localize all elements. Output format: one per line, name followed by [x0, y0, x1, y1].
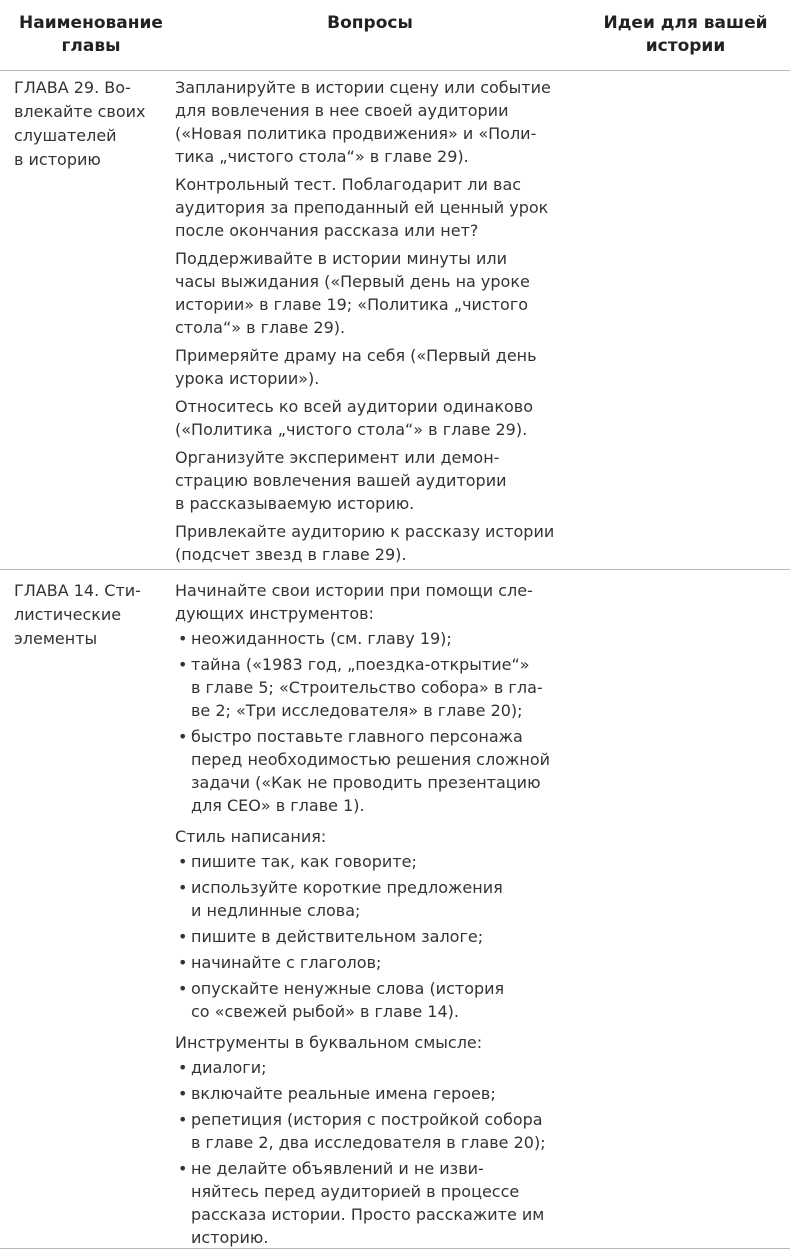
list-item	[175, 725, 570, 817]
question-group	[175, 1031, 570, 1249]
list-item-text: начинайте с глаголов;	[191, 953, 382, 972]
list-item	[175, 1157, 570, 1249]
list-item-text: опускайте ненужные слова (история со «свежей рыбой» в главе 14).	[191, 979, 505, 1021]
bullet-icon: •	[178, 953, 188, 972]
question-paragraph: Относитесь ко всей аудитории одинаково («Политика „чистого стола“» в главе 29).	[175, 397, 533, 439]
bullet-icon: •	[178, 1058, 188, 1077]
header-questions: Вопросы	[327, 13, 413, 33]
list-item	[175, 951, 570, 974]
group-heading: Стиль написания:	[175, 827, 327, 846]
question-paragraph: Примеряйте драму на себя («Первый день урока истории»).	[175, 346, 537, 388]
table-row	[0, 569, 790, 1248]
question-paragraph: Организуйте эксперимент или демон- страцию вовлечения вашей аудитории в рассказываемую историю.	[175, 448, 507, 513]
list-item	[175, 925, 570, 948]
bullet-icon: •	[178, 1110, 188, 1129]
list-item-text: диалоги;	[191, 1058, 267, 1077]
list-item-text: не делайте объявлений и не изви- няйтесь перед аудиторией в процессе рассказа истории. Просто расскажите им историю.	[191, 1159, 545, 1247]
list-item-text: быстро поставьте главного персонажа перед необходимостью решения сложной задачи («Как не проводить презентацию для CEO» в главе 1).	[191, 727, 551, 815]
bullet-icon: •	[178, 655, 188, 674]
header-ideas: Идеи для вашей истории	[603, 13, 768, 56]
questions-cell	[175, 579, 570, 1257]
question-paragraph: Запланируйте в истории сцену или событие для вовлечения в нее своей аудитории («Новая политика продвижения» и «Поли- тика „чистого стола“» в главе 29).	[175, 78, 551, 166]
list-item	[175, 850, 570, 873]
table-bottom-rule	[0, 1248, 790, 1249]
bullet-icon: •	[178, 1084, 188, 1103]
list-item-text: неожиданность (см. главу 19);	[191, 629, 452, 648]
list-item	[175, 876, 570, 922]
questions-cell	[175, 76, 570, 571]
bullet-icon: •	[178, 878, 188, 897]
chapter-cell: ГЛАВА 29. Во- влекайте своих слушателей в историю	[14, 78, 146, 169]
list-item-text: используйте короткие предложения и недлинные слова;	[191, 878, 503, 920]
group-heading: Инструменты в буквальном смысле:	[175, 1033, 483, 1052]
question-group	[175, 825, 570, 1023]
bullet-icon: •	[178, 852, 188, 871]
group-heading: Начинайте свои истории при помощи сле- дующих инструментов:	[175, 581, 533, 623]
list-item	[175, 653, 570, 722]
table-header	[0, 0, 790, 70]
list-item-text: пишите так, как говорите;	[191, 852, 417, 871]
bullet-icon: •	[178, 629, 188, 648]
bullet-icon: •	[178, 927, 188, 946]
question-paragraph: Контрольный тест. Поблагодарит ли вас аудитория за преподанный ей ценный урок после окончания рассказа или нет?	[175, 175, 549, 240]
bullet-icon: •	[178, 727, 188, 746]
list-item	[175, 1108, 570, 1154]
header-chapter-name: Наименование главы	[19, 13, 163, 56]
list-item	[175, 977, 570, 1023]
question-group	[175, 579, 570, 817]
chapter-cell: ГЛАВА 14. Сти- листические элементы	[14, 581, 141, 648]
question-paragraph: Поддерживайте в истории минуты или часы выжидания («Первый день на уроке истории» в главе 19; «Политика „чистого стола“» в главе 29).	[175, 249, 530, 337]
list-item	[175, 627, 570, 650]
list-item-text: пишите в действительном залоге;	[191, 927, 484, 946]
question-paragraph: Привлекайте аудиторию к рассказу истории (подсчет звезд в главе 29).	[175, 522, 555, 564]
bullet-icon: •	[178, 979, 188, 998]
list-item	[175, 1056, 570, 1079]
table-row	[0, 70, 790, 569]
bullet-icon: •	[178, 1159, 188, 1178]
list-item	[175, 1082, 570, 1105]
list-item-text: репетиция (история с постройкой собора в главе 2, два исследователя в главе 20);	[191, 1110, 546, 1152]
list-item-text: включайте реальные имена героев;	[191, 1084, 496, 1103]
list-item-text: тайна («1983 год, „поездка-открытие“» в главе 5; «Строительство собора» в гла- ве 2; «Три исследователя» в главе 20);	[191, 655, 543, 720]
